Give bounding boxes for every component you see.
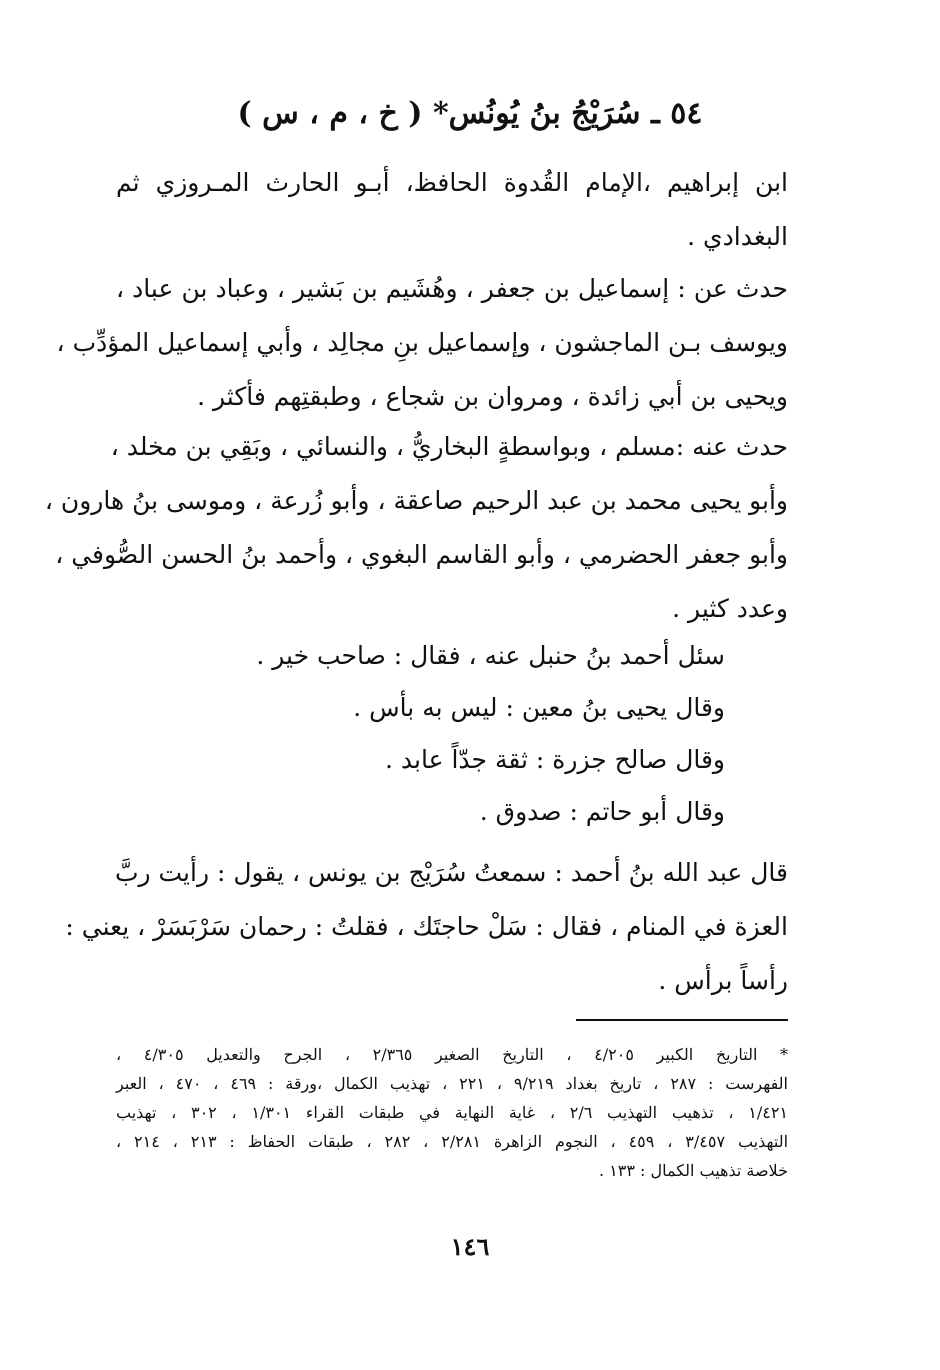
page-number: ١٤٦ <box>450 1232 490 1261</box>
footnote-line: * التاريخ الكبير ٤/٢٠٥ ، التاريخ الصغير ٢/٣٦٥ ، الجرح والتعديل ٤/٣٠٥ ، <box>116 1045 789 1064</box>
text-line: وعدد كثير . <box>672 594 788 623</box>
footnote-line: التهذيب ٣/٤٥٧ ، ٤٥٩ ، النجوم الزاهرة ٢/٢٨١ ، ٢٨٢ ، طبقات الحفاظ : ٢١٣ ، ٢١٤ ، <box>116 1132 789 1151</box>
text-line: حدث عنه :مسلم ، وبواسطةٍ البخاريُّ ، والنسائي ، وبَقِي بن مخلد ، <box>110 432 788 461</box>
quote-line: وقال صالح جزرة : ثقة جدّاً عابد . <box>385 745 725 774</box>
text-line: حدث عن : إسماعيل بن جعفر ، وهُشَيم بن بَشير ، وعباد بن عباد ، <box>116 274 788 303</box>
dream-paragraph <box>65 846 788 1008</box>
footnote-line: ١/٤٢١ ، تذهيب التهذيب ٢/٦ ، غاية النهاية في طبقات القراء ١/٣٠١ ، ٣٠٢ ، تهذيب <box>116 1103 789 1122</box>
text-line: البغدادي . <box>687 222 788 251</box>
evaluations-list <box>165 630 725 838</box>
entry-title: ٥٤ ـ سُرَيْجُ بنُ يُونُس* ( خ ، م ، س ) <box>237 96 703 131</box>
text-line: العزة في المنام ، فقال : سَلْ حاجتَك ، فقلتُ : رحمان سَرْبَسَرْ ، يعني : <box>65 912 788 941</box>
footnote-line: خلاصة تذهيب الكمال : ١٣٣ . <box>598 1161 788 1180</box>
quote-line: وقال أبو حاتم : صدوق . <box>479 797 725 826</box>
students-paragraph <box>44 420 788 636</box>
text-line: وأبو يحيى محمد بن عبد الرحيم صاعقة ، وأبو زُرعة ، وموسى بنُ هارون ، <box>44 486 788 515</box>
footnotes <box>116 1040 788 1185</box>
footnote-line: الفهرست : ٢٨٧ ، تاريخ بغداد ٩/٢١٩ ، ٢٢١ ، تهذيب الكمال ،ورقة : ٤٦٩ ، ٤٧٠ ، العبر <box>116 1074 789 1093</box>
teachers-paragraph <box>56 262 788 424</box>
text-line: رأساً برأس . <box>658 966 788 995</box>
text-line: قال عبد الله بنُ أحمد : سمعتُ سُرَيْج بن يونس ، يقول : رأيت ربَّ <box>114 858 788 887</box>
text-line: وأبو جعفر الحضرمي ، وأبو القاسم البغوي ، وأحمد بنُ الحسن الصُّوفي ، <box>55 540 788 569</box>
text-line: ويحيى بن أبي زائدة ، ومروان بن شجاع ، وطبقتِهم فأكثر . <box>197 382 788 411</box>
text-line: ابن إبراهيم ،الإمام القُدوة الحافظ، أبـو الحارث المـروزي ثم <box>116 168 788 197</box>
quote-line: سئل أحمد بنُ حنبل عنه ، فقال : صاحب خير . <box>256 641 725 670</box>
text-line: ويوسف بـن الماجشون ، وإسماعيل بنِ مجالِد ، وأبي إسماعيل المؤدِّب ، <box>56 328 788 357</box>
footnote-divider <box>576 1019 788 1021</box>
intro-paragraph <box>116 156 788 264</box>
quote-line: وقال يحيى بنُ معين : ليس به بأس . <box>353 693 725 722</box>
